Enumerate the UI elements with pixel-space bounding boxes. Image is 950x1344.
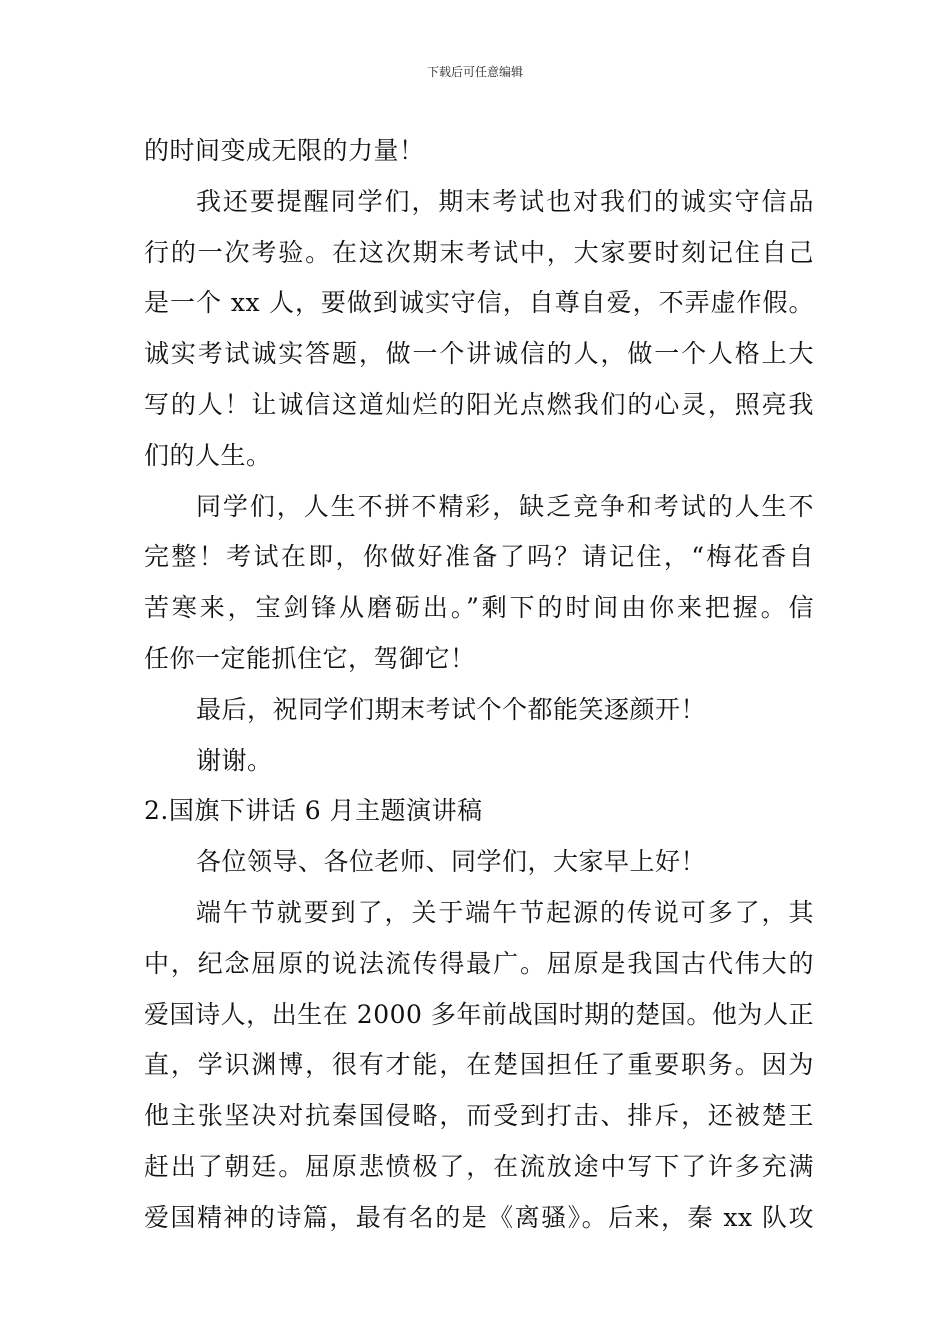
text-line: 是一个 xx 人，要做到诚实守信，自尊自爱，不弄虚作假。 xyxy=(144,288,814,318)
paragraph-start-line: 我还要提醒同学们，期末考试也对我们的诚实守信品 xyxy=(196,186,814,216)
text-line: 他主张坚决对抗秦国侵略，而受到打击、排斥，还被楚王 xyxy=(144,1101,814,1131)
greeting-line: 各位领导、各位老师、同学们，大家早上好！ xyxy=(196,847,707,877)
paragraph-start-line: 最后，祝同学们期末考试个个都能笑逐颜开！ xyxy=(196,694,707,724)
document-body xyxy=(144,126,814,1244)
text-line: 们的人生。 xyxy=(144,440,272,470)
text-line: 直，学识渊博，很有才能，在楚国担任了重要职务。因为 xyxy=(144,1050,814,1080)
paragraph-start-line: 端午节就要到了，关于端午节起源的传说可多了，其 xyxy=(196,897,814,927)
section-heading: 2.国旗下讲话 6 月主题演讲稿 xyxy=(144,796,483,826)
text-line: 的时间变成无限的力量！ xyxy=(144,136,425,165)
text-line: 赶出了朝廷。屈原悲愤极了，在流放途中写下了许多充满 xyxy=(144,1151,814,1181)
text-line: 诚实考试诚实答题，做一个讲诚信的人，做一个人格上大 xyxy=(144,339,814,369)
paragraph-start-line: 谢谢。 xyxy=(196,745,273,775)
text-line: 行的一次考验。在这次期末考试中，大家要时刻记住自己 xyxy=(144,237,814,267)
text-line: 中，纪念屈原的说法流传得最广。屈原是我国古代伟大的 xyxy=(144,948,814,978)
text-line: 爱国诗人，出生在 2000 多年前战国时期的楚国。他为人正 xyxy=(144,999,814,1029)
text-line: 爱国精神的诗篇，最有名的是《离骚》。后来，秦 xx 队攻 xyxy=(144,1202,814,1232)
page-header: 下载后可任意编辑 xyxy=(426,65,523,79)
paragraph-start-line: 同学们，人生不拼不精彩，缺乏竞争和考试的人生不 xyxy=(196,491,814,521)
text-line: 写的人！让诚信这道灿烂的阳光点燃我们的心灵，照亮我 xyxy=(144,389,814,419)
text-line: 任你一定能抓住它，驾御它！ xyxy=(144,643,476,673)
text-line: 苦寒来，宝剑锋从磨砺出。”剩下的时间由你来把握。信 xyxy=(144,593,814,623)
text-line: 完整！考试在即，你做好准备了吗？请记住，“梅花香自 xyxy=(144,542,814,572)
